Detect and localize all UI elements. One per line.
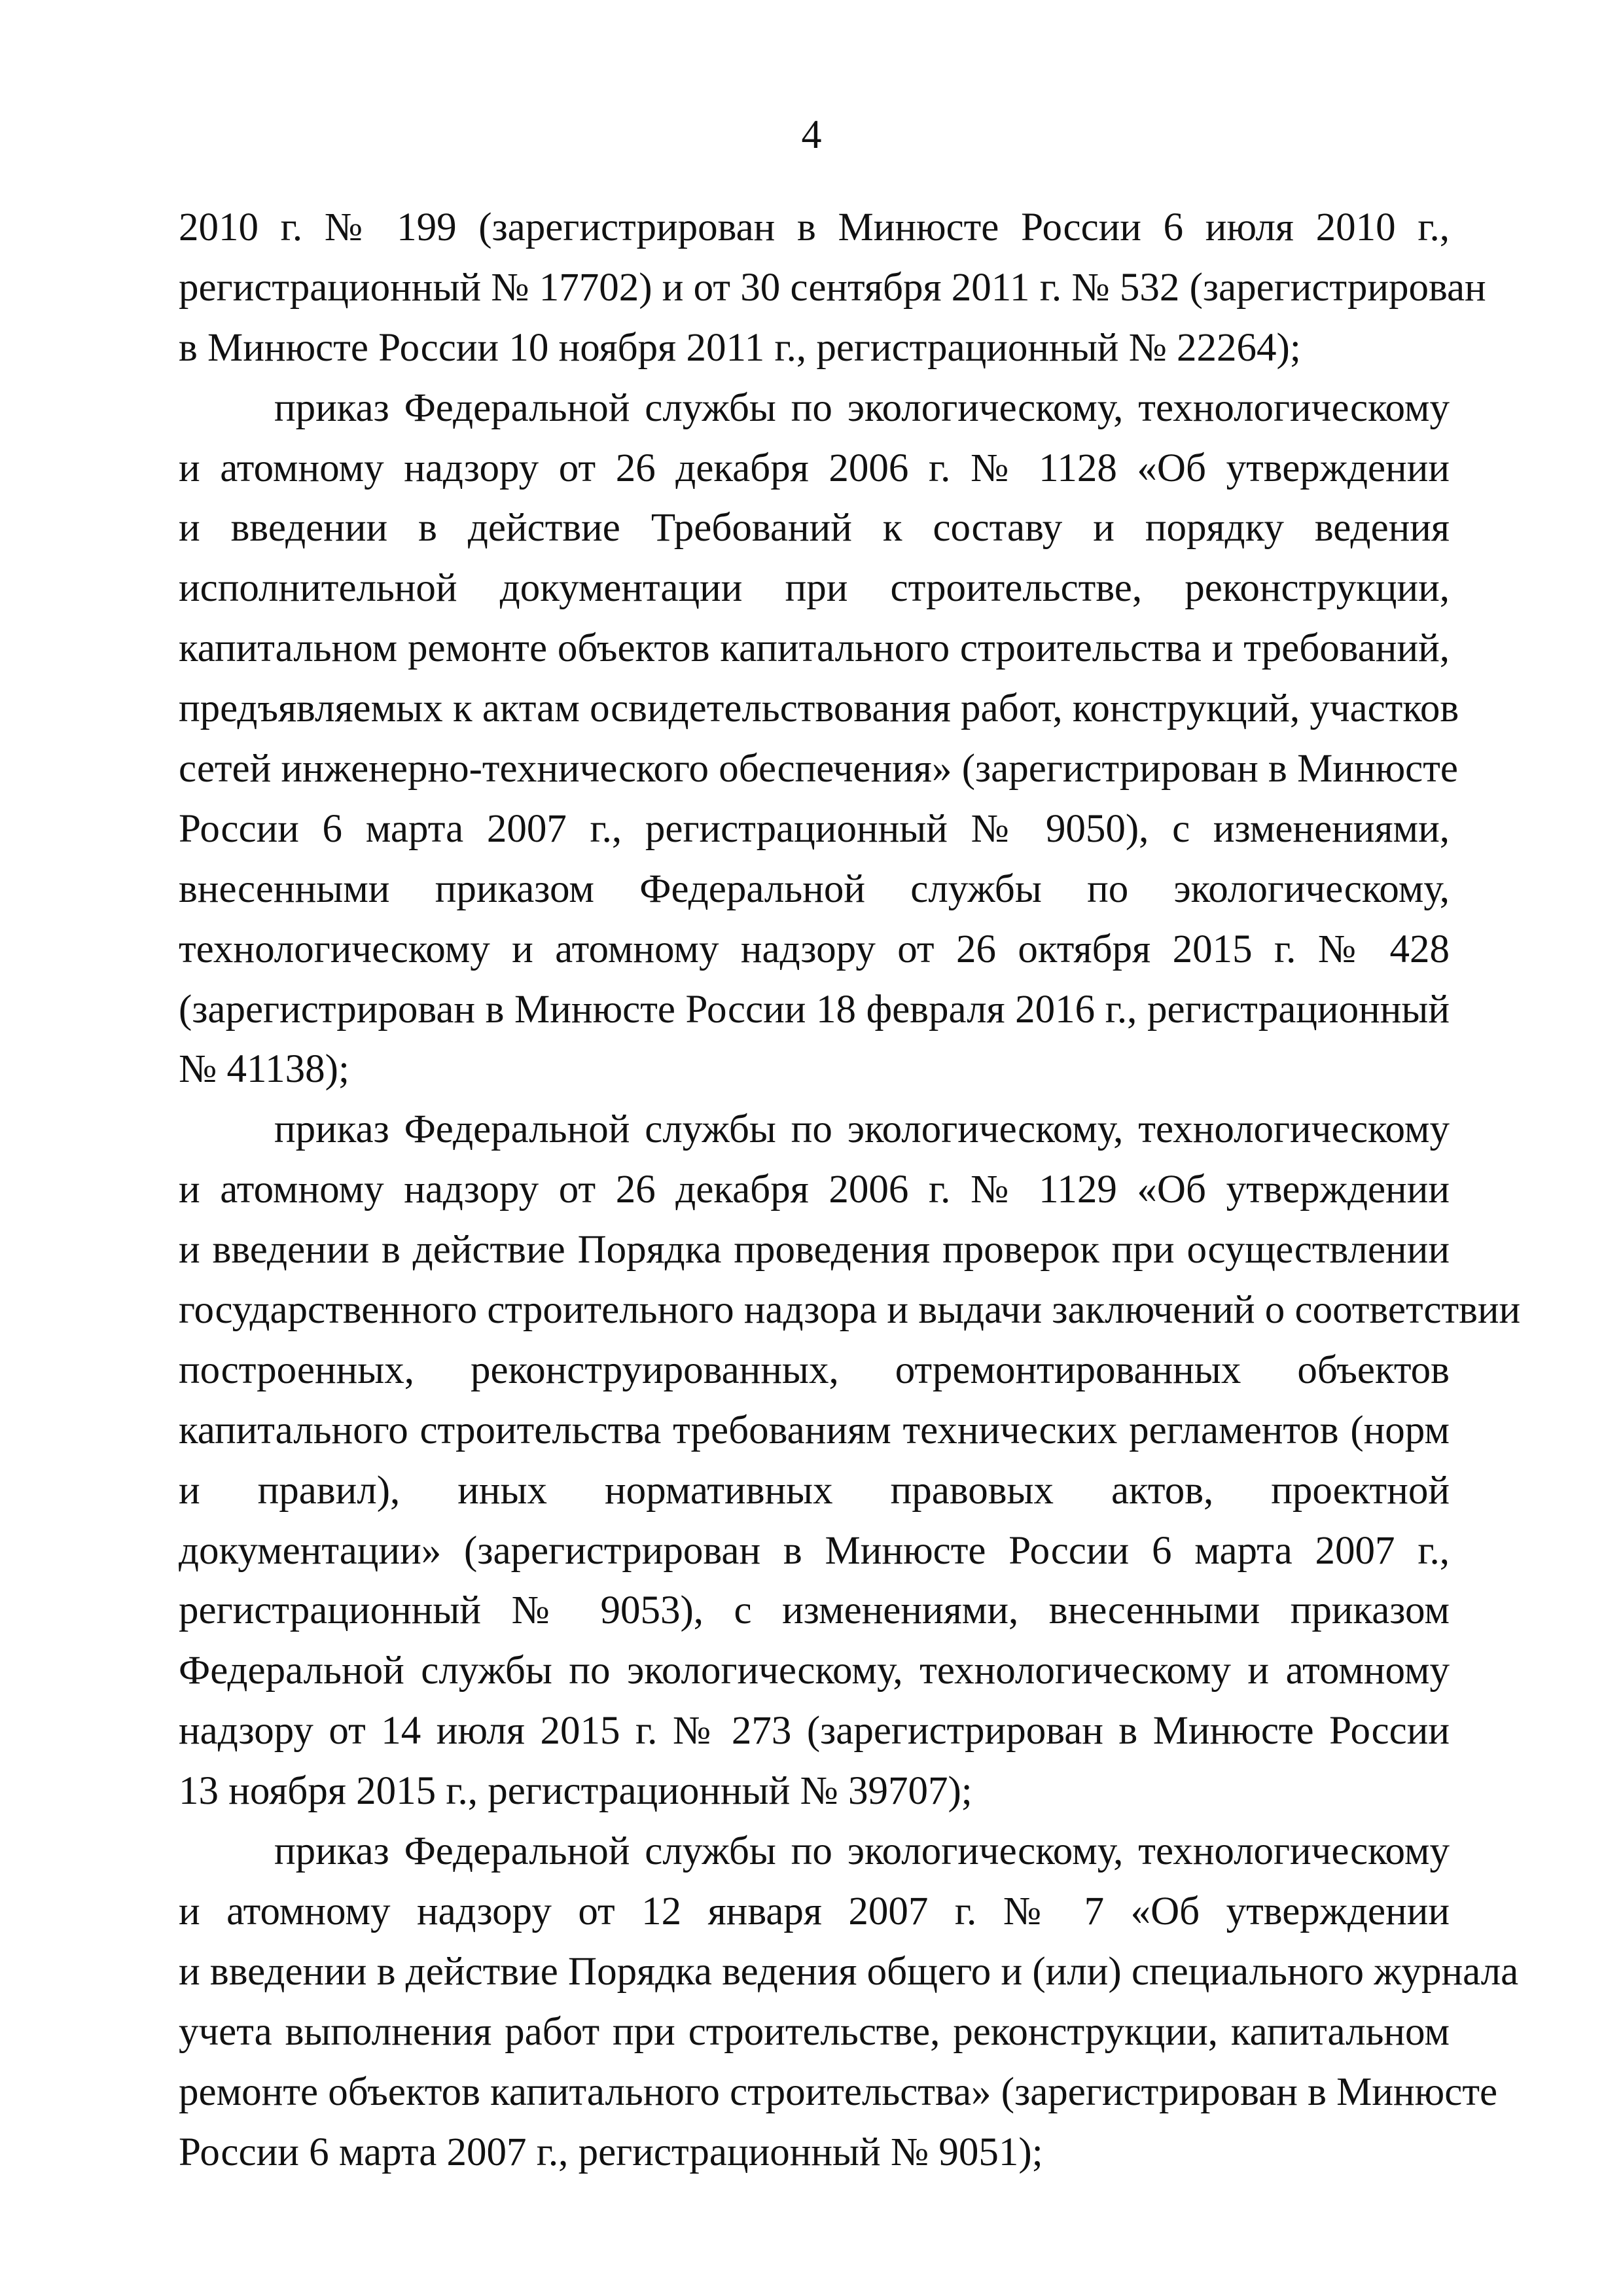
text-line: регистрационный № 9053), с изменениями, внесенными приказом: [179, 1588, 1450, 1633]
text-line: России 6 марта 2007 г., регистрационный № 9051);: [179, 2130, 1043, 2174]
text-line: предъявляемых к актам освидетельствования работ, конструкций, участков: [179, 687, 1459, 731]
text-line: 13 ноября 2015 г., регистрационный № 39707);: [179, 1769, 972, 1814]
text-line: государственного строительного надзора и выдачи заключений о соответствии: [179, 1288, 1521, 1333]
text-line: и правил), иных нормативных правовых актов, проектной: [179, 1468, 1450, 1513]
text-line: приказ Федеральной службы по экологическому, технологическому: [274, 1107, 1450, 1152]
text-line: построенных, реконструированных, отремонтированных объектов: [179, 1348, 1450, 1392]
text-line: внесенными приказом Федеральной службы по экологическому,: [179, 867, 1450, 911]
text-line: приказ Федеральной службы по экологическому, технологическому: [274, 1829, 1450, 1874]
text-line: России 6 марта 2007 г., регистрационный № 9050), с изменениями,: [179, 806, 1450, 851]
document-body: [179, 198, 1521, 2182]
text-line: № 41138);: [179, 1047, 349, 1092]
text-line: Федеральной службы по экологическому, технологическому и атомному: [179, 1649, 1450, 1693]
text-line: в Минюсте России 10 ноября 2011 г., регистрационный № 22264);: [179, 325, 1301, 370]
text-line: документации» (зарегистрирован в Минюсте России 6 марта 2007 г.,: [179, 1528, 1450, 1573]
text-line: учета выполнения работ при строительстве, реконструкции, капитальном: [179, 2009, 1450, 2054]
text-line: надзору от 14 июля 2015 г. № 273 (зарегистрирован в Минюсте России: [179, 1709, 1450, 1753]
text-line: (зарегистрирован в Минюсте России 18 февраля 2016 г., регистрационный: [179, 987, 1450, 1031]
text-line: приказ Федеральной службы по экологическому, технологическому: [274, 386, 1450, 430]
page-number: 4: [801, 113, 822, 157]
paragraph: [179, 1100, 1521, 1821]
text-line: ремонте объектов капитального строительства» (зарегистрирован в Минюсте: [179, 2070, 1498, 2114]
paragraph: [179, 378, 1459, 1100]
text-line: капитальном ремонте объектов капитального строительства и требований,: [179, 626, 1450, 671]
text-line: технологическому и атомному надзору от 26 октября 2015 г. № 428: [179, 927, 1450, 971]
text-line: и введении в действие Требований к составу и порядку ведения: [179, 506, 1450, 550]
paragraph: [179, 198, 1486, 378]
text-line: и введении в действие Порядка ведения общего и (или) специального журнала: [179, 1949, 1519, 1994]
text-line: капитального строительства требованиям технических регламентов (норм: [179, 1408, 1450, 1452]
text-line: и атомному надзору от 12 января 2007 г. № 7 «Об утверждении: [179, 1889, 1450, 1933]
text-line: и введении в действие Порядка проведения проверок при осуществлении: [179, 1228, 1450, 1272]
text-line: и атомному надзору от 26 декабря 2006 г. № 1128 «Об утверждении: [179, 446, 1450, 490]
text-line: 2010 г. № 199 (зарегистрирован в Минюсте России 6 июля 2010 г.,: [179, 206, 1450, 249]
text-line: сетей инженерно-технического обеспечения» (зарегистрирован в Минюсте: [179, 747, 1458, 791]
text-line: регистрационный № 17702) и от 30 сентября 2011 г. № 532 (зарегистрирован: [179, 265, 1486, 310]
paragraph: [179, 1821, 1519, 2182]
text-line: исполнительной документации при строительстве, реконструкции,: [179, 566, 1450, 611]
text-line: и атомному надзору от 26 декабря 2006 г. № 1129 «Об утверждении: [179, 1168, 1450, 1212]
